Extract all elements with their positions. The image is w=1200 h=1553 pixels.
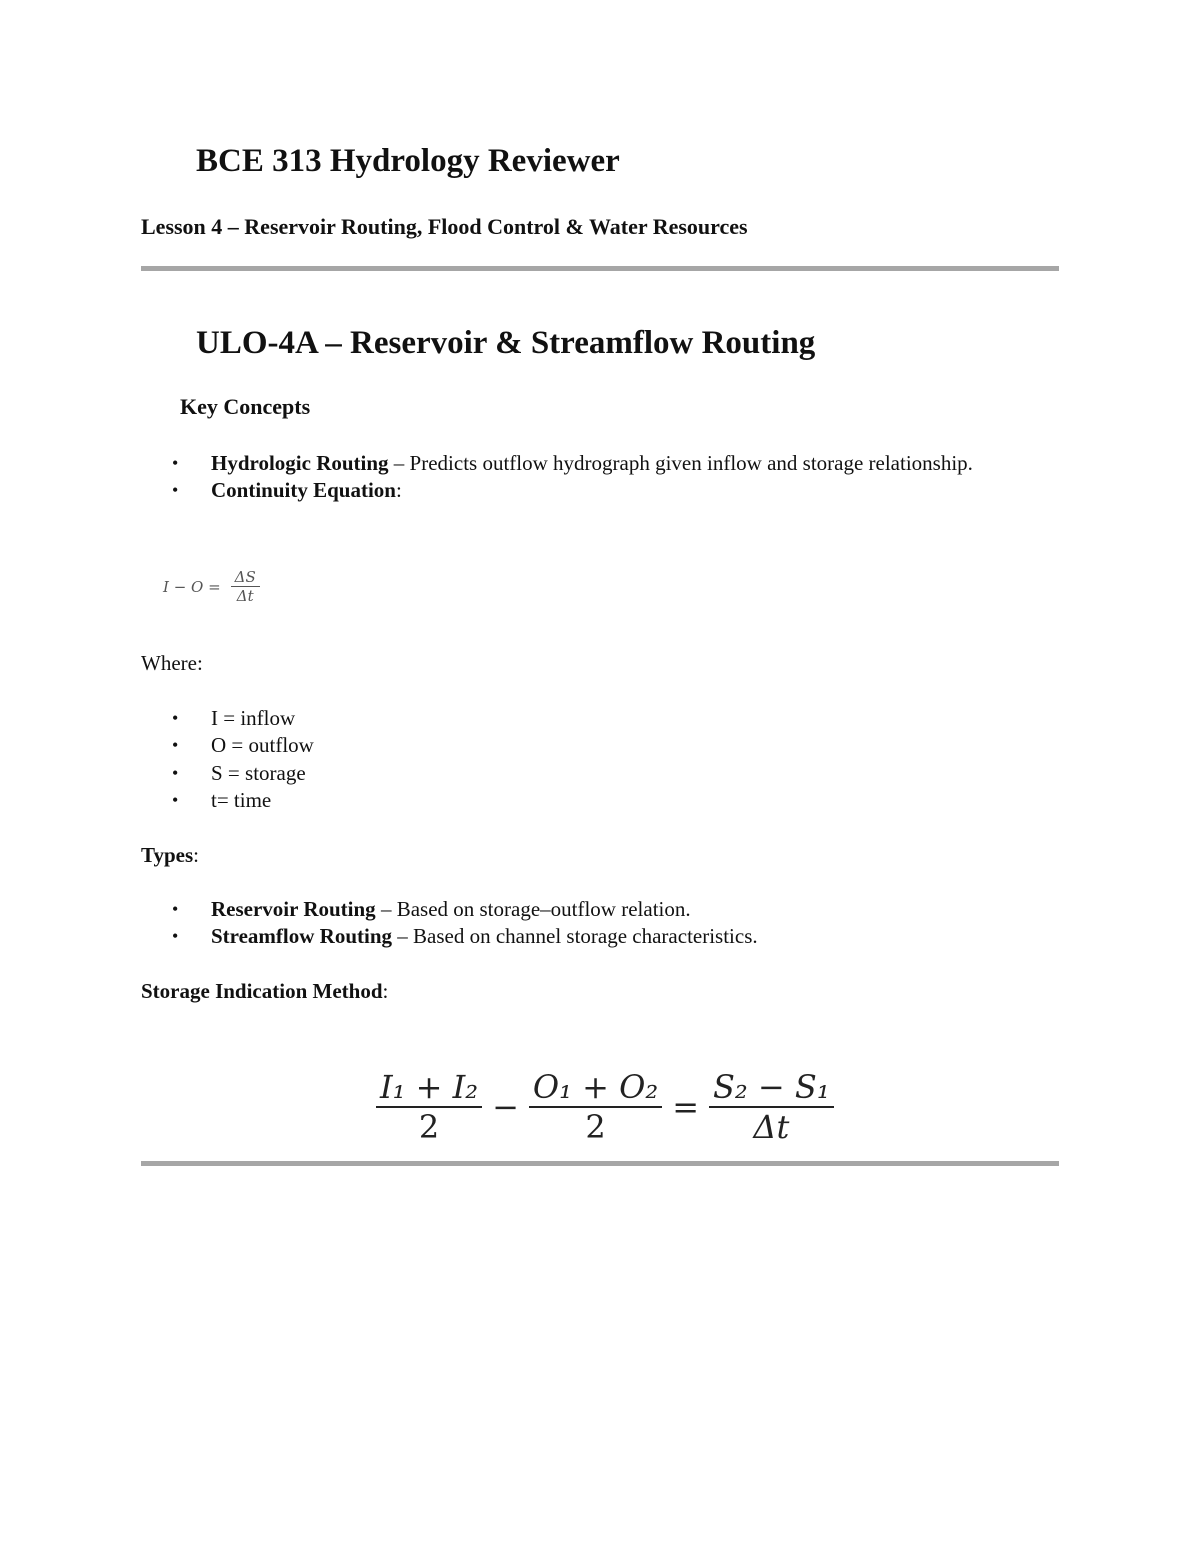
type-term: Streamflow Routing — [211, 924, 393, 949]
equation-numerator: ΔS — [231, 568, 260, 587]
equation-numerator: S₂ − S₁ — [709, 1068, 834, 1108]
types-list — [172, 896, 758, 951]
equation-lhs: I − O = — [163, 577, 221, 596]
type-text: – Based on storage–outflow relation. — [375, 897, 691, 921]
equation-numerator: I₁ + I₂ — [376, 1068, 482, 1108]
equation-numerator: O₁ + O₂ — [529, 1068, 662, 1108]
variables-list — [172, 705, 314, 814]
list-item — [172, 705, 314, 732]
storage-heading: Storage Indication Method — [141, 979, 383, 1003]
types-heading: Types — [141, 843, 194, 867]
concept-term: Continuity Equation — [211, 478, 396, 503]
equation-denominator: Δt — [753, 1108, 790, 1146]
variable-text: O = outflow — [211, 733, 314, 758]
type-text: – Based on channel storage characteristics. — [392, 924, 758, 949]
equation-fraction — [376, 1068, 482, 1146]
list-item — [172, 477, 991, 504]
equation-denominator: 2 — [585, 1108, 606, 1146]
lesson-subtitle: Lesson 4 – Reservoir Routing, Flood Control & Water Resources — [141, 214, 748, 239]
list-item — [172, 760, 314, 787]
concept-text: : — [395, 478, 402, 503]
bullet-icon: • — [172, 480, 179, 501]
storage-indication-equation — [376, 1068, 834, 1146]
key-concepts-heading: Key Concepts — [180, 394, 311, 419]
bullet-icon: • — [172, 453, 179, 473]
where-label: Where: — [141, 651, 203, 675]
equation-denominator: 2 — [418, 1108, 440, 1146]
document-title: BCE 313 Hydrology Reviewer — [196, 143, 620, 179]
concepts-list — [172, 450, 991, 505]
list-item — [172, 787, 314, 814]
equation-fraction — [709, 1068, 834, 1146]
concept-text: – Predicts outflow hydrograph given inflow and storage relationship. — [388, 451, 973, 475]
types-label — [141, 842, 199, 869]
storage-indication-label — [141, 978, 388, 1005]
variable-text: S = storage — [211, 760, 306, 785]
bullet-icon: • — [172, 789, 179, 810]
bullet-icon: • — [172, 762, 179, 783]
bullet-icon: • — [172, 735, 179, 756]
list-item — [172, 896, 758, 923]
equation-denominator: Δt — [236, 587, 254, 605]
list-item — [172, 923, 758, 950]
concept-term: Hydrologic Routing — [211, 451, 389, 475]
variable-text: t= time — [211, 787, 272, 812]
bullet-icon: • — [172, 926, 179, 947]
bullet-icon: • — [172, 708, 179, 728]
horizontal-rule-bottom — [141, 1161, 1059, 1166]
equation-operator: = — [672, 1088, 699, 1126]
equation-fraction — [231, 568, 260, 605]
variable-text: I = inflow — [211, 706, 296, 730]
continuity-equation — [163, 568, 260, 605]
bullet-icon: • — [172, 899, 179, 919]
horizontal-rule-top — [141, 266, 1059, 271]
list-item — [172, 732, 314, 759]
section-title: ULO-4A – Reservoir & Streamflow Routing — [196, 325, 816, 361]
equation-operator: − — [492, 1088, 519, 1126]
type-term: Reservoir Routing — [211, 897, 376, 921]
storage-colon: : — [382, 979, 389, 1003]
equation-fraction — [529, 1068, 662, 1146]
list-item — [172, 450, 991, 477]
types-colon: : — [193, 843, 199, 867]
